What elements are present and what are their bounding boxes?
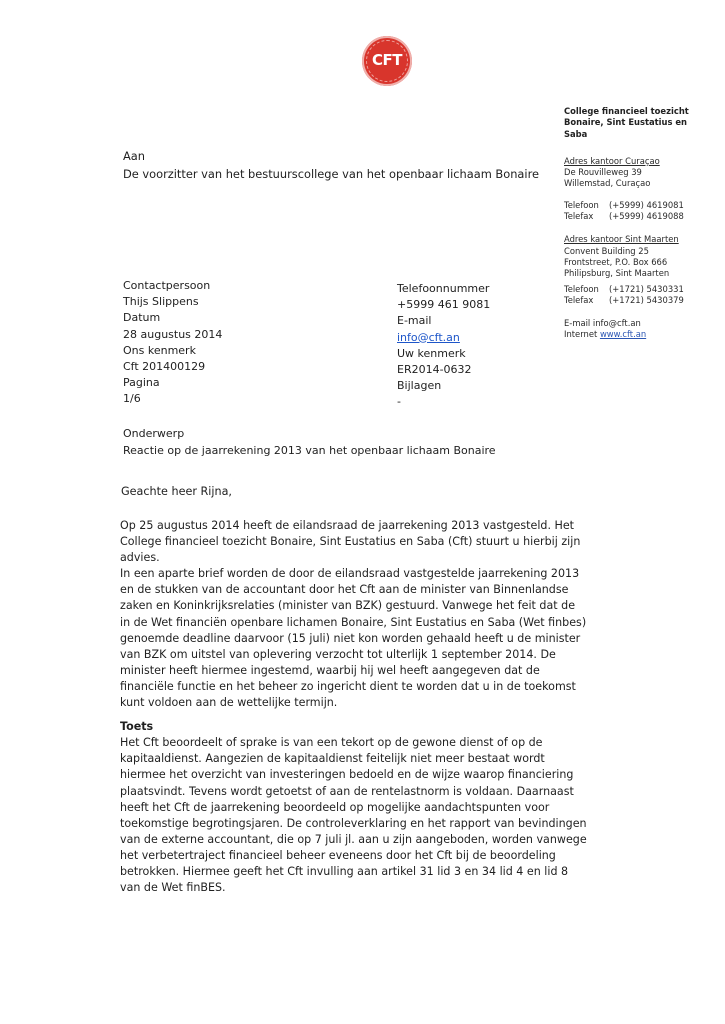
letter-body <box>120 518 588 896</box>
sint-maarten-address-line: Frontstreet, P.O. Box 666 <box>564 256 668 267</box>
date-label: Datum <box>123 311 161 325</box>
body-paragraph: In een aparte brief worden de door de eilandsraad vastgestelde jaarrekening 2013 en de stukken van de accountant door het Cft aan de minister van Binnenlandse zaken en Koninkrijksrelaties (minister van BZK) gestuurd. Vanwege het feit dat de in de Wet financiën openbare lichamen Bonaire, Sint Eustatius en Saba (Wet finbes) genoemde deadline daarvoor (15 juli) niet kon worden gehaald heeft u de minister van BZK om uitstel van oplevering verzocht tot ulterlijk 1 september 2014. De minister heeft hiermee ingestemd, waarbij hij wel heeft aangegeven dat de financiële functie en het beheer zo ingericht dient te worden dat u in de toekomst kunt voldoen aan de wettelijke termijn. <box>120 567 587 710</box>
cft-logo <box>362 36 412 86</box>
phone-label: Telefoonnummer <box>397 282 490 295</box>
curacao-address-line: Willemstad, Curaçao <box>564 178 651 189</box>
sint-maarten-office-heading: Adres kantoor Sint Maarten <box>564 234 679 245</box>
sender-internet-row <box>564 329 714 340</box>
curacao-phone-value: (+5999) 4619081 <box>609 199 684 210</box>
salutation: Geachte heer Rijna, <box>121 485 232 498</box>
body-paragraph: Op 25 augustus 2014 heeft de eilandsraad de jaarrekening 2013 vastgesteld. Het College financieel toezicht Bonaire, Sint Eustatius en Saba (Cft) stuurt u hierbij zijn advies. <box>120 519 581 565</box>
sender-address-block <box>564 106 714 341</box>
letter-meta-left <box>123 278 222 408</box>
page-label: Pagina <box>123 376 160 390</box>
addressee-block <box>123 147 539 183</box>
email-label: E-mail <box>397 314 432 328</box>
contact-value: Thijs Slippens <box>123 295 199 309</box>
sint-maarten-fax-row <box>564 295 714 306</box>
sender-internet-label: Internet <box>564 329 598 340</box>
our-reference-value: Cft 201400129 <box>123 360 206 374</box>
sint-maarten-phone-row <box>564 284 714 295</box>
date-value: 28 augustus 2014 <box>123 327 223 341</box>
your-reference-label: Uw kenmerk <box>397 346 466 360</box>
logo-text: CFT <box>372 51 402 69</box>
section-heading: Toets <box>120 720 154 734</box>
sender-website-link[interactable]: www.cft.an <box>599 329 647 340</box>
subject-block <box>123 426 496 459</box>
addressee-line: De voorzitter van het bestuurscollege van het openbaar lichaam Bonaire <box>123 167 540 181</box>
email-link[interactable]: info@cft.an <box>397 330 460 344</box>
sender-org-line: Saba <box>564 128 588 139</box>
curacao-address-line: De Rouvilleweg 39 <box>564 167 642 178</box>
sender-org-line: College financieel toezicht <box>564 106 689 116</box>
sint-maarten-fax-value: (+1721) 5430379 <box>609 294 684 305</box>
sender-org-line: Bonaire, Sint Eustatius en <box>564 117 688 128</box>
sender-email: E-mail info@cft.an <box>564 318 641 329</box>
page-value: 1/6 <box>123 392 141 406</box>
contact-label: Contactpersoon <box>123 279 211 292</box>
your-reference-value: ER2014-0632 <box>397 363 472 377</box>
subject-label: Onderwerp <box>123 427 185 440</box>
sint-maarten-address-line: Philipsburg, Sint Maarten <box>564 268 670 279</box>
sint-maarten-address-line: Convent Building 25 <box>564 245 649 256</box>
curacao-fax-value: (+5999) 4619088 <box>609 211 684 222</box>
attachments-value: - <box>397 395 401 409</box>
curacao-phone-row <box>564 200 714 211</box>
attachments-label: Bijlagen <box>397 379 442 393</box>
body-paragraph: Het Cft beoordeelt of sprake is van een tekort op de gewone dienst of op de kapitaaldienst. Aangezien de kapitaaldienst feitelijk niet meer bestaat wordt hiermee het overzicht van investeringen bedoeld en de wijze waarop financiering plaatsvindt. Tevens wordt getoetst of aan de rentelastnorm is voldaan. Daarnaast heeft het Cft de jaarrekening beoordeeld op mogelijke aandachtspunten voor toekomstige begrotingsjaren. De controleverklaring en het rapport van bevindingen van de externe accountant, die op 7 juli jl. aan u zijn aangeboden, worden vanwege het verbetertraject financieel beheer eveneens door het Cft bij de beoordeling betrokken. Hiermee geeft het Cft invulling aan artikel 31 lid 3 en 34 lid 4 en lid 8 van de Wet finBES. <box>120 736 587 895</box>
our-reference-label: Ons kenmerk <box>123 343 196 357</box>
sint-maarten-phone-label: Telefoon <box>564 283 599 294</box>
curacao-phone-label: Telefoon <box>564 199 599 210</box>
curacao-fax-label: Telefax <box>564 211 594 222</box>
phone-value: +5999 461 9081 <box>397 298 491 312</box>
sint-maarten-phone-value: (+1721) 5430331 <box>609 283 684 294</box>
subject-text: Reactie op de jaarrekening 2013 van het openbaar lichaam Bonaire <box>123 443 496 457</box>
curacao-office-heading: Adres kantoor Curaçao <box>564 155 660 166</box>
letter-meta-right <box>397 281 490 411</box>
sint-maarten-fax-label: Telefax <box>564 294 594 305</box>
curacao-fax-row <box>564 211 714 222</box>
addressee-line: Aan <box>123 149 145 163</box>
